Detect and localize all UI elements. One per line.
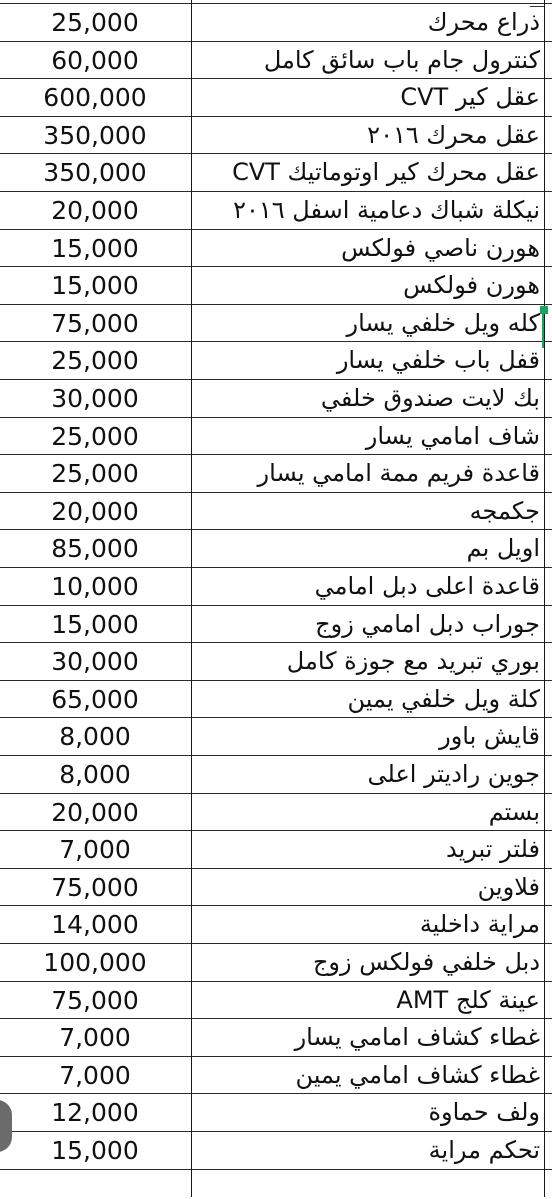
price-cell[interactable]: 30,000 <box>51 384 139 413</box>
table-row[interactable] <box>0 492 552 530</box>
table-row[interactable] <box>0 1018 552 1056</box>
price-cell[interactable]: 20,000 <box>51 797 139 827</box>
item-name-cell[interactable]: قاعدة فريم ممة امامي يسار <box>257 459 540 488</box>
price-cell[interactable]: 100,000 <box>43 948 147 977</box>
item-name-cell[interactable]: جوين راديتر اعلى <box>367 760 540 788</box>
price-cell[interactable]: 7,000 <box>59 835 131 865</box>
item-name-cell[interactable]: بستم <box>488 797 540 826</box>
price-cell[interactable]: 350,000 <box>43 120 147 150</box>
price-cell[interactable]: 25,000 <box>51 8 139 37</box>
table-row[interactable] <box>0 153 552 191</box>
item-name-cell[interactable]: عقل محرك ٢٠١٦ <box>367 120 540 149</box>
table-row[interactable] <box>0 454 552 492</box>
item-name-cell[interactable]: مراية داخلية <box>419 910 540 939</box>
price-cell[interactable]: 15,000 <box>51 1136 139 1165</box>
table-row[interactable] <box>0 78 552 116</box>
price-cell[interactable]: 60,000 <box>51 45 139 75</box>
item-name-cell[interactable]: غطاء كشاف امامي يسار <box>294 1023 540 1052</box>
table-row[interactable] <box>0 830 552 868</box>
table-row[interactable] <box>0 1056 552 1094</box>
price-cell[interactable]: 65,000 <box>51 684 139 714</box>
item-name-cell[interactable]: كله ويل خلفي يسار <box>346 308 540 337</box>
table-row[interactable] <box>0 41 552 79</box>
table-row[interactable] <box>0 3 552 41</box>
item-name-cell[interactable]: جكمجه <box>469 496 540 525</box>
item-name-cell[interactable]: كلة ويل خلفي يمين <box>347 684 540 713</box>
selection-handle[interactable] <box>540 306 548 314</box>
table-row[interactable] <box>0 304 552 342</box>
item-name-cell[interactable]: بوري تبريد مع جوزة كامل <box>286 647 540 676</box>
item-name-cell[interactable]: كنترول جام باب سائق كامل <box>263 45 540 74</box>
item-name-cell[interactable]: عقل كير CVT <box>400 83 540 112</box>
table-row[interactable] <box>0 755 552 793</box>
item-name-cell[interactable]: فلتر تبريد <box>446 835 540 864</box>
column-divider <box>191 0 192 1197</box>
item-name-cell[interactable]: دبل خلفي فولكس زوج <box>312 948 540 976</box>
price-cell[interactable]: 7,000 <box>59 1023 131 1053</box>
table-row[interactable] <box>0 116 552 154</box>
item-name-cell[interactable]: قفل باب خلفي يسار <box>336 346 540 375</box>
price-cell[interactable]: 30,000 <box>51 647 139 677</box>
table-row[interactable] <box>0 341 552 379</box>
table-row[interactable] <box>0 529 552 567</box>
item-name-cell[interactable]: قايش باور <box>439 722 540 751</box>
item-name-cell[interactable]: جوراب دبل امامي زوج <box>315 609 540 638</box>
selection-border <box>542 312 544 348</box>
price-cell[interactable]: 8,000 <box>59 722 131 752</box>
item-name-cell[interactable]: تحكم مراية <box>428 1136 540 1164</box>
price-cell[interactable]: 14,000 <box>51 910 139 940</box>
table-row[interactable] <box>0 379 552 417</box>
table-row[interactable] <box>0 680 552 718</box>
table-row[interactable] <box>0 1131 552 1169</box>
item-name-cell[interactable]: قاعدة اعلى دبل امامي <box>314 572 540 600</box>
price-cell[interactable]: 75,000 <box>51 985 139 1015</box>
price-cell[interactable]: 85,000 <box>51 534 139 564</box>
table-row[interactable] <box>0 1093 552 1131</box>
item-name-cell[interactable]: هورن ناصي فولكس <box>341 233 540 262</box>
price-cell[interactable]: 75,000 <box>51 308 139 338</box>
price-cell[interactable]: 20,000 <box>51 196 139 225</box>
table-row[interactable] <box>0 717 552 755</box>
table-row-empty[interactable] <box>0 1169 552 1199</box>
item-name-cell[interactable]: ذراع محرك <box>427 8 540 36</box>
item-name-cell[interactable]: هورن فولكس <box>403 271 540 300</box>
price-cell[interactable]: 15,000 <box>51 233 139 263</box>
table-row[interactable] <box>0 868 552 906</box>
price-cell[interactable]: 75,000 <box>51 872 139 902</box>
price-cell[interactable]: 600,000 <box>43 83 147 113</box>
table-row[interactable] <box>0 191 552 229</box>
item-name-cell[interactable]: غطاء كشاف امامي يمين <box>295 1060 540 1089</box>
price-cell[interactable]: 15,000 <box>51 271 139 301</box>
table-row[interactable] <box>0 793 552 831</box>
item-name-cell[interactable]: فلاوين <box>477 872 540 901</box>
price-cell[interactable]: 12,000 <box>51 1098 139 1128</box>
item-name-cell[interactable]: شاف امامي يسار <box>365 421 540 450</box>
table-row[interactable] <box>0 642 552 680</box>
table-row[interactable] <box>0 229 552 267</box>
price-cell[interactable]: 25,000 <box>51 346 139 376</box>
price-cell[interactable]: 15,000 <box>51 609 139 639</box>
table-row[interactable] <box>0 943 552 981</box>
table-row[interactable] <box>0 266 552 304</box>
price-cell[interactable]: 20,000 <box>51 496 139 526</box>
table-row[interactable] <box>0 981 552 1019</box>
price-cell[interactable]: 10,000 <box>51 572 139 601</box>
price-cell[interactable]: 25,000 <box>51 459 139 489</box>
item-name-cell[interactable]: عينة كلج AMT <box>396 985 540 1014</box>
price-cell[interactable]: 25,000 <box>51 421 139 451</box>
price-cell[interactable]: 350,000 <box>43 158 147 188</box>
item-name-cell[interactable]: اويل بم <box>466 534 540 563</box>
table-row[interactable] <box>0 905 552 943</box>
item-name-cell[interactable]: ولف حماوة <box>428 1098 540 1127</box>
item-name-cell[interactable]: بك لايت صندوق خلفي <box>320 384 540 412</box>
price-cell[interactable]: 8,000 <box>59 760 131 789</box>
item-name-cell[interactable]: نيكلة شباك دعامية اسفل ٢٠١٦ <box>233 196 540 224</box>
table-row[interactable] <box>0 605 552 643</box>
table-row[interactable] <box>0 567 552 605</box>
item-name-cell[interactable]: عقل محرك كير اوتوماتيك CVT <box>232 158 540 187</box>
column-divider-right <box>544 0 545 1197</box>
table-row[interactable] <box>0 417 552 455</box>
price-cell[interactable]: 7,000 <box>59 1060 131 1090</box>
